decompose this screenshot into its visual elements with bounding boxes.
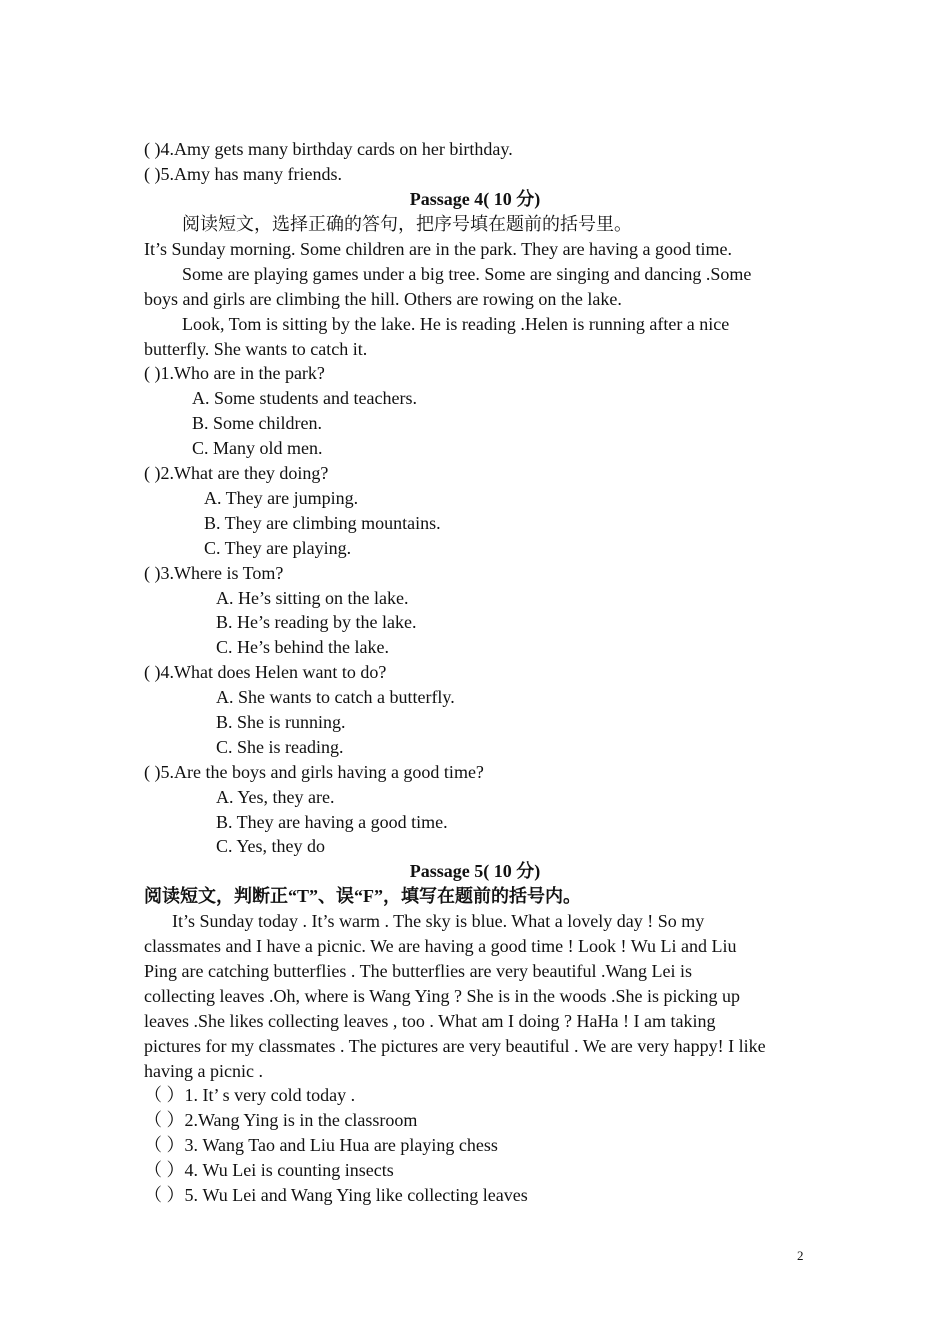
passage-4-text-line: boys and girls are climbing the hill. Others are rowing on the lake. bbox=[144, 289, 622, 309]
answer-option: C. Many old men. bbox=[192, 438, 323, 458]
passage-4-question: ( )4.What does Helen want to do? bbox=[144, 662, 387, 682]
passage-5-text-line: collecting leaves .Oh, where is Wang Ying ? She is in the woods .She is picking up bbox=[144, 986, 740, 1006]
passage-5-title: Passage 5( 10 分) bbox=[409, 861, 541, 881]
answer-option: C. She is reading. bbox=[216, 737, 344, 757]
true-false-statement: （ ）4. Wu Lei is counting insects bbox=[144, 1160, 394, 1180]
true-false-statement: （ ）1. It’ s very cold today . bbox=[144, 1085, 356, 1105]
passage-5-text-line: classmates and I have a picnic. We are having a good time ! Look ! Wu Li and Liu bbox=[144, 936, 737, 956]
passage-4-instruction: 阅读短文，选择正确的答句，把序号填在题前的括号里。 bbox=[182, 214, 632, 234]
true-false-statement: （ ）5. Wu Lei and Wang Ying like collecting leaves bbox=[144, 1185, 528, 1205]
answer-option: A. She wants to catch a butterfly. bbox=[216, 687, 455, 707]
passage-4-title: Passage 4( 10 分) bbox=[409, 189, 541, 209]
passage-5-text-line: having a picnic . bbox=[144, 1061, 263, 1081]
answer-option: A. He’s sitting on the lake. bbox=[216, 588, 409, 608]
answer-option: C. He’s behind the lake. bbox=[216, 637, 389, 657]
true-false-statement: （ ）3. Wang Tao and Liu Hua are playing chess bbox=[144, 1135, 498, 1155]
answer-option: B. They are climbing mountains. bbox=[204, 513, 441, 533]
passage-5-instruction: 阅读短文，判断正“T”、误“F”，填写在题前的括号内。 bbox=[144, 886, 581, 906]
passage-4-text-line: Look, Tom is sitting by the lake. He is reading .Helen is running after a nice bbox=[182, 314, 730, 334]
answer-option: B. Some children. bbox=[192, 413, 322, 433]
passage-5-text-line: Ping are catching butterflies . The butterflies are very beautiful .Wang Lei is bbox=[144, 961, 693, 981]
passage-4-question: ( )2.What are they doing? bbox=[144, 463, 329, 483]
answer-option: B. He’s reading by the lake. bbox=[216, 612, 417, 632]
passage-4-text-line: It’s Sunday morning. Some children are in the park. They are having a good time. bbox=[144, 239, 733, 259]
passage-4-text-line: butterfly. She wants to catch it. bbox=[144, 339, 368, 359]
page-number: 2 bbox=[797, 1248, 804, 1263]
passage-4-question: ( )3.Where is Tom? bbox=[144, 563, 284, 583]
answer-option: B. They are having a good time. bbox=[216, 812, 448, 832]
question-line: ( )4.Amy gets many birthday cards on her birthday. bbox=[144, 139, 513, 159]
passage-4-question: ( )1.Who are in the park? bbox=[144, 363, 325, 383]
passage-4-text-line: Some are playing games under a big tree. Some are singing and dancing .Some bbox=[182, 264, 752, 284]
passage-5-text-line: pictures for my classmates . The pictures are very beautiful . We are very happy! I like bbox=[144, 1036, 766, 1056]
answer-option: A. Yes, they are. bbox=[216, 787, 335, 807]
answer-option: C. Yes, they do bbox=[216, 836, 326, 856]
passage-5-text-line: It’s Sunday today . It’s warm . The sky is blue. What a lovely day ! So my bbox=[172, 911, 705, 931]
question-line: ( )5.Amy has many friends. bbox=[144, 164, 342, 184]
answer-option: A. Some students and teachers. bbox=[192, 388, 417, 408]
answer-option: A. They are jumping. bbox=[204, 488, 359, 508]
passage-5-text-line: leaves .She likes collecting leaves , too . What am I doing ? HaHa ! I am taking bbox=[144, 1011, 716, 1031]
passage-4-question: ( )5.Are the boys and girls having a good time? bbox=[144, 762, 484, 782]
answer-option: C. They are playing. bbox=[204, 538, 352, 558]
answer-option: B. She is running. bbox=[216, 712, 346, 732]
true-false-statement: （ ）2.Wang Ying is in the classroom bbox=[144, 1110, 418, 1130]
